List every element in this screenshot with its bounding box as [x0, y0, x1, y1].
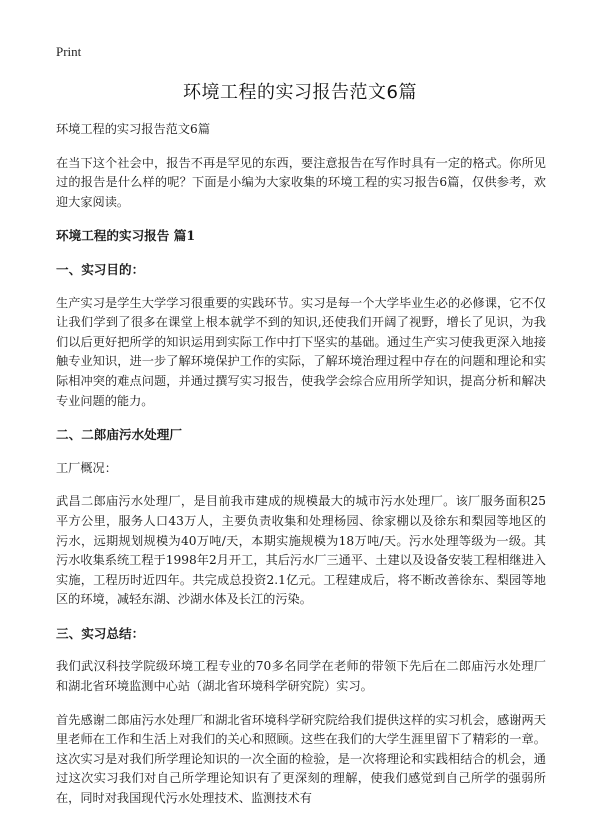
- heading-plant: 二、二郎庙污水处理厂: [56, 427, 182, 443]
- heading-purpose: 一、实习目的：: [56, 261, 145, 277]
- heading-summary: 三、实习总结：: [56, 625, 145, 641]
- summary-paragraph-1: 我们武汉科技学院级环境工程专业的70多名同学在老师的带领下先后在二郎庙污水处理厂和湖北省环境监测中心站（湖北省环境科学研究院）实习。: [56, 659, 546, 694]
- plant-overview-label: 工厂概况：: [56, 460, 117, 475]
- summary-paragraph-2: 首先感谢二郎庙污水处理厂和湖北省环境科学研究院给我们提供这样的实习机会，感谢两天里老师在工作和生活上对我们的关心和照顾。这些在我们的大学生涯里留下了精彩的一章。这次实习是对我们所学理论知识的一次全面的检验，是一次将理论和实践相结合的机会，通过这次实习我们对自己所学理论知识有了更深刻的理解，使我们感觉到自己所学的强弱所在，同时对我国现代污水处理技术、监测技术有: [56, 712, 546, 806]
- plant-paragraph: 武昌二郎庙污水处理厂，是目前我市建成的规模最大的城市污水处理厂。该厂服务面积25平方公里，服务人口43万人，主要负责收集和处理杨园、徐家棚以及徐东和梨园等地区的污水，远期规划规模为40万吨/天，本期实施规模为18万吨/天。污水处理等级为一级。其污水收集系统工程于1998年2月开工，其后污水厂三通平、土建以及设备安装工程相继进入实施，工程历时近四年。共完成总投资2.1亿元。工程建成后，将不断改善徐东、梨园等地区的环境，减轻东湖、沙湖水体及长江的污染。: [56, 494, 546, 607]
- article-subtitle: 环境工程的实习报告范文6篇: [56, 122, 211, 136]
- page-title: 环境工程的实习报告范文6篇: [183, 82, 417, 103]
- article-body: [56, 120, 546, 823]
- print-link[interactable]: Print: [56, 44, 82, 59]
- section-heading: 环境工程的实习报告 篇1: [56, 228, 196, 244]
- intro-paragraph: 在当下这个社会中，报告不再是罕见的东西，要注意报告在写作时具有一定的格式。你所见过的报告是什么样的呢？下面是小编为大家收集的环境工程的实习报告6篇，仅供参考，欢迎大家阅读。: [56, 155, 546, 209]
- purpose-paragraph: 生产实习是学生大学学习很重要的实践环节。实习是每一个大学毕业生必的必修课，它不仅让我们学到了很多在课堂上根本就学不到的知识,还使我们开阔了视野，增长了见识，为我们以后更好把所学的知识运用到实际工作中打下坚实的基础。通过生产实习使我更深入地接触专业知识，进一步了解环境保护工作的实际，了解环境治理过程中存在的问题和理论和实际相冲突的难点问题，并通过撰写实习报告，使我学会综合应用所学知识，提高分析和解决专业问题的能力。: [56, 295, 546, 408]
